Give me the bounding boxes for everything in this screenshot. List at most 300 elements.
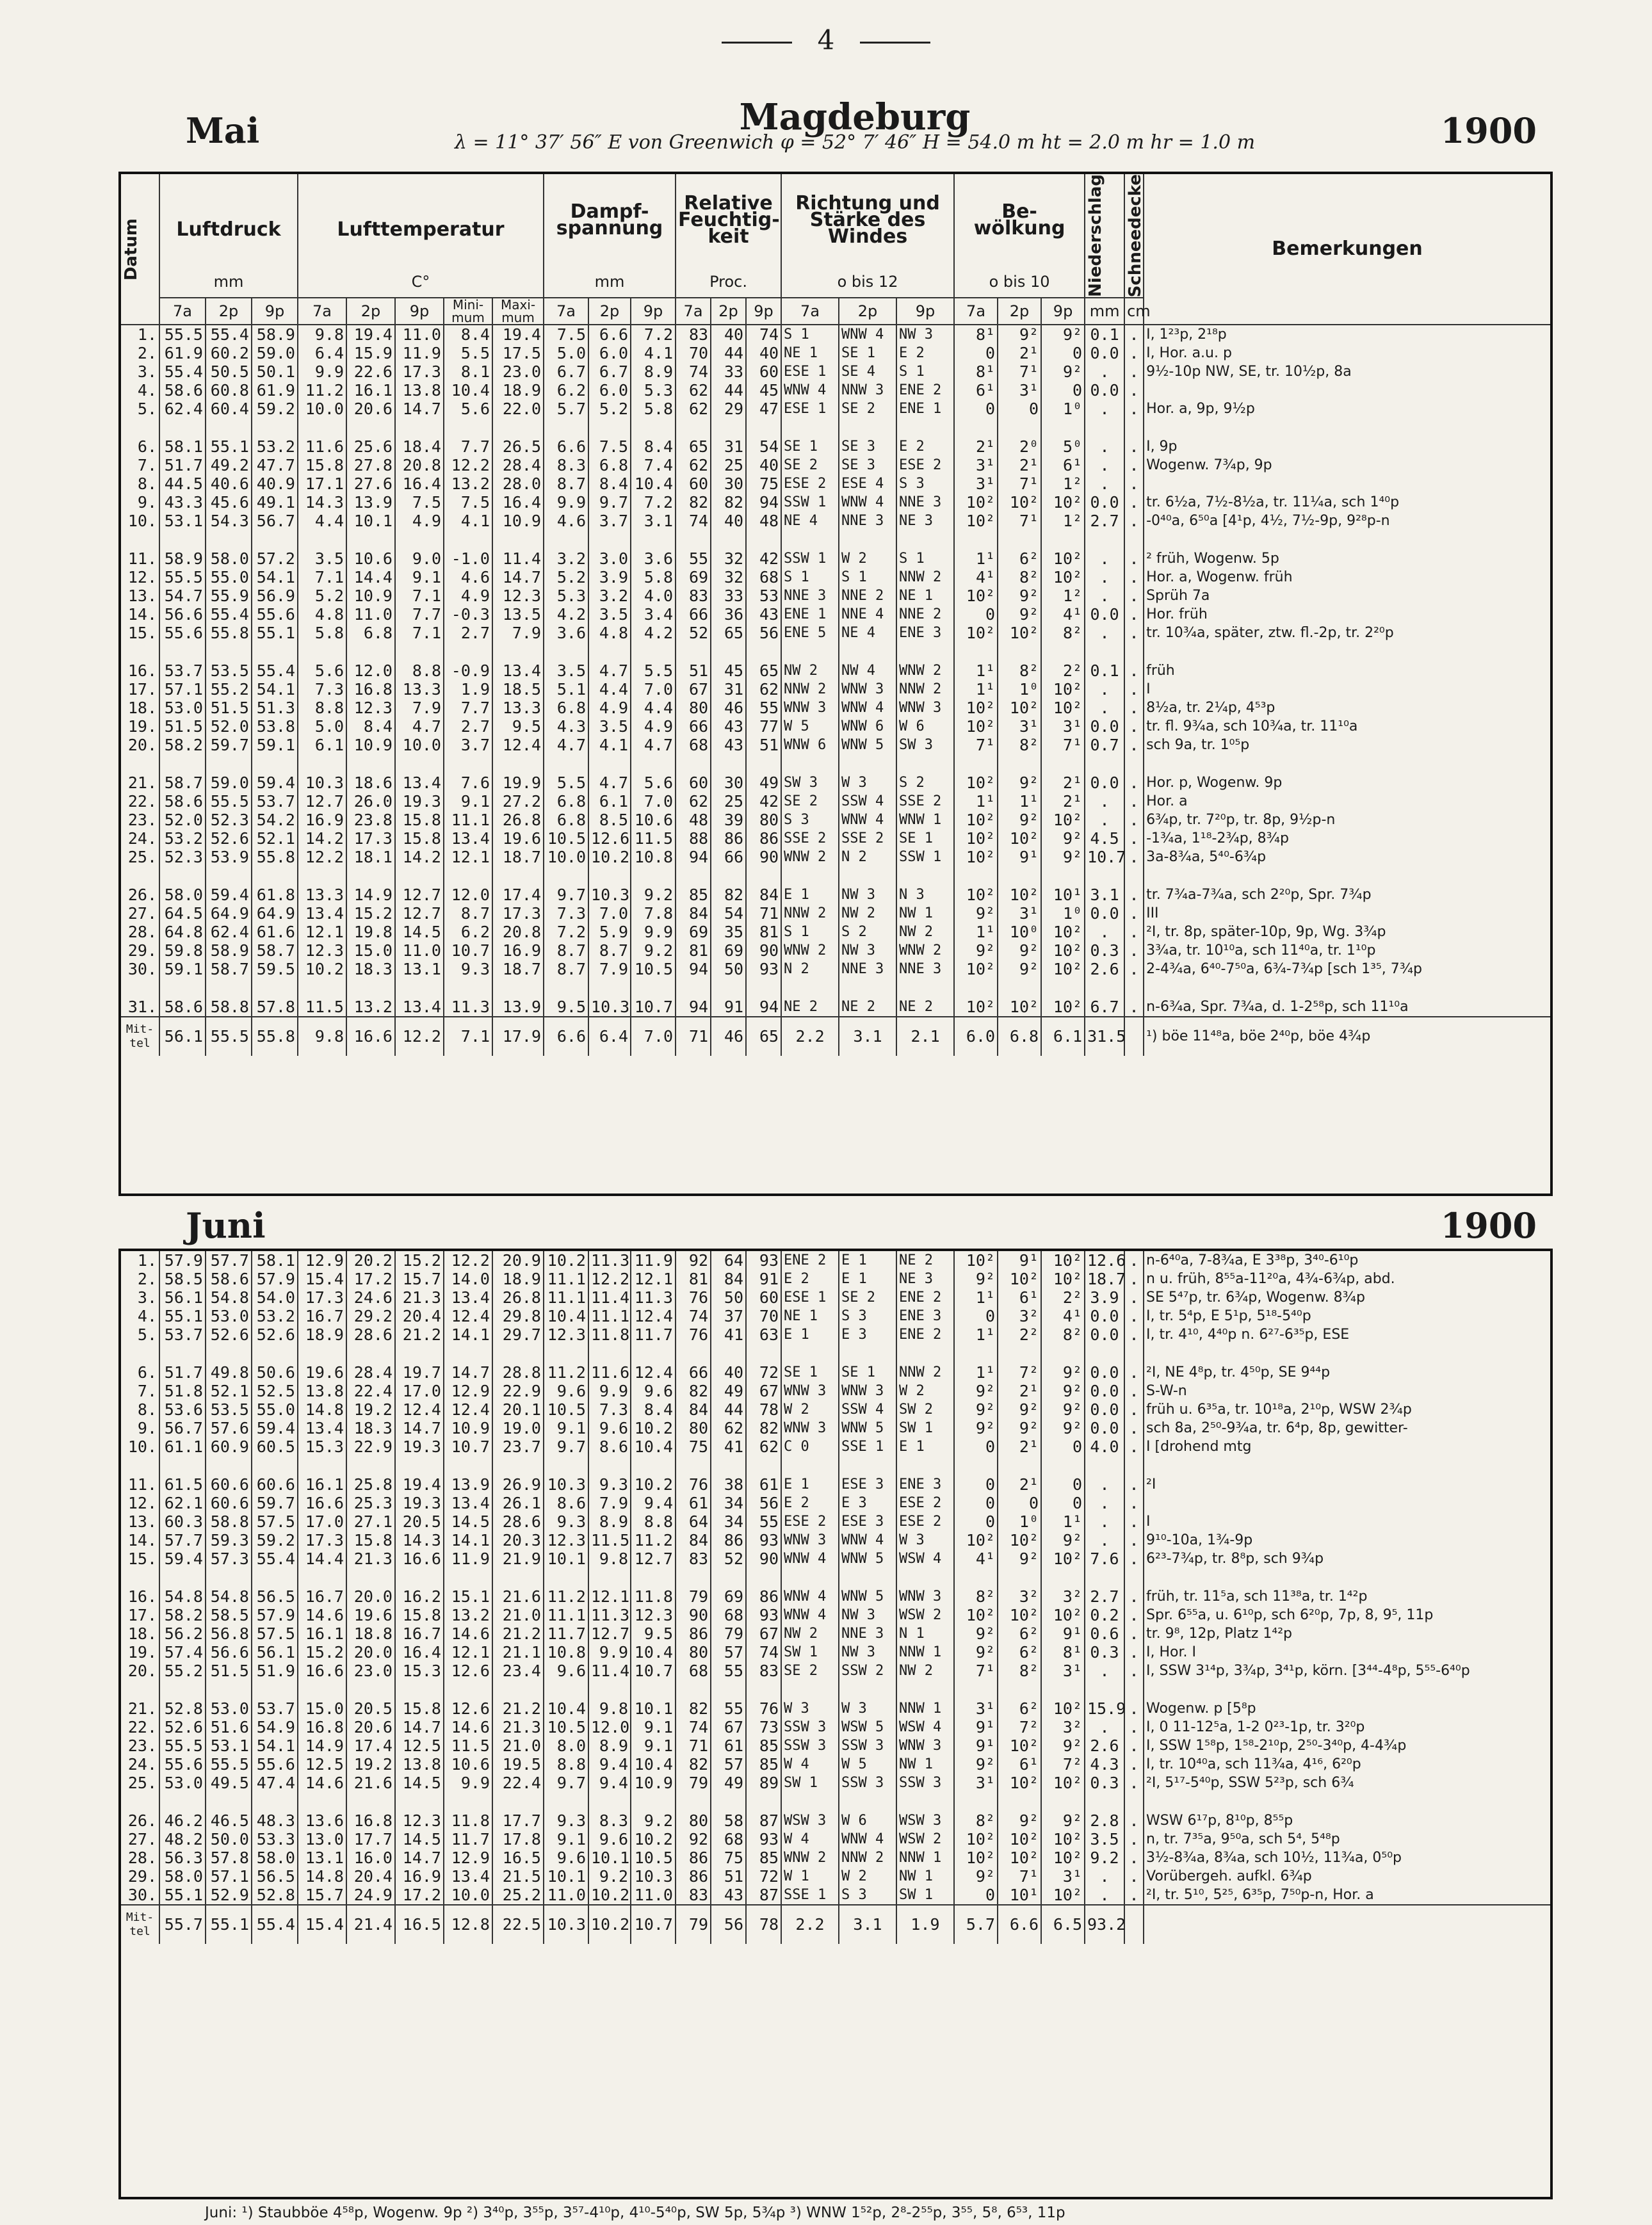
cell-remark	[1144, 381, 1550, 400]
cell-value: 93	[746, 960, 781, 978]
cell-value: 22.9	[346, 1437, 395, 1456]
cell-wind: SE 1	[781, 1363, 839, 1382]
cell-mean: 6.1	[1041, 1017, 1085, 1056]
cell-value: 6.6	[544, 437, 588, 456]
cell-value: 58.9	[206, 941, 252, 960]
cell-value: 11.8	[588, 1325, 631, 1344]
cell-value: 10.1	[544, 1549, 588, 1568]
cell-value: 9.4	[588, 1774, 631, 1792]
cell-value: 4.9	[588, 699, 631, 717]
cell-value: 85	[746, 1849, 781, 1867]
cell-value: 10.5	[631, 1849, 676, 1867]
cell-value: 10²	[954, 493, 998, 512]
cell-wind: SSW 1	[896, 848, 954, 866]
cell-date: 14.	[127, 1531, 157, 1549]
cell-value: 55.4	[159, 362, 206, 381]
cell-remark: 6²³-7¾p, tr. 8⁸p, sch 9¾p	[1144, 1549, 1550, 1568]
cell-wind: S 1	[781, 325, 839, 344]
cell-value: 17.4	[492, 886, 544, 904]
cell-value: 27.1	[346, 1512, 395, 1531]
table-row	[121, 1849, 1550, 1867]
cell-value: 1¹	[954, 661, 998, 680]
cell-date: 21.	[127, 1699, 157, 1718]
cell-date: 8.	[137, 1400, 157, 1419]
cell-mean: 7.1	[444, 1017, 492, 1056]
cell-value: 9.2	[588, 1867, 631, 1886]
cell-remark: -0⁴⁰a, 6⁵⁰a [4¹p, 4½, 7½-9p, 9²⁸p-n	[1144, 512, 1550, 530]
cell-value: 31	[711, 437, 746, 456]
cell-value: 10²	[998, 886, 1041, 904]
table-row	[121, 717, 1550, 736]
cell-wind: E 1	[781, 886, 839, 904]
cell-value: 9.1	[395, 568, 444, 587]
cell-value: 51.5	[206, 1662, 252, 1680]
cell-value: 4.9	[444, 587, 492, 605]
cell-value: 57	[711, 1643, 746, 1662]
cell-value: 10.2	[631, 1830, 676, 1849]
cell-remark: I, 0 11-12⁵a, 1-2 0²³-1p, tr. 3²⁰p	[1144, 1718, 1550, 1736]
table-row	[121, 773, 1550, 792]
cell-value: 8.4	[346, 717, 395, 736]
cell-wind: WNW 2	[781, 848, 839, 866]
cell-value: 51.8	[159, 1382, 206, 1400]
cell-value: 43	[711, 717, 746, 736]
cell-value: 10²	[954, 848, 998, 866]
cell-value: 10.9	[346, 587, 395, 605]
cell-value: 55	[711, 1662, 746, 1680]
cell-value: 0.1	[1085, 325, 1124, 344]
cell-value: 10²	[1041, 549, 1085, 568]
cell-wind: WNW 3	[896, 1587, 954, 1606]
cell-wind: WNW 4	[839, 325, 896, 344]
cell-wind: WNW 2	[896, 941, 954, 960]
cell-value: 53.0	[159, 1774, 206, 1792]
cell-wind: NW 2	[896, 923, 954, 941]
cell-value: 16.2	[395, 1587, 444, 1606]
cell-value: 80	[676, 699, 711, 717]
table-row	[121, 1531, 1550, 1549]
cell-value: 12.3	[298, 941, 346, 960]
cell-value: 12.4	[631, 1363, 676, 1382]
cell-value: 9.8	[298, 325, 346, 344]
cell-value: 58.8	[206, 1512, 252, 1531]
cell-value: 52.1	[206, 1382, 252, 1400]
cell-mean: 2.2	[781, 1017, 839, 1056]
cell-value: 31	[711, 680, 746, 699]
cell-value: 10²	[998, 1849, 1041, 1867]
may-rows	[121, 325, 1550, 1056]
cell-value: 4.6	[444, 568, 492, 587]
cell-value: 10²	[1041, 493, 1085, 512]
cell-value: 10²	[998, 1736, 1041, 1755]
cell-value: 5.6	[298, 661, 346, 680]
unit-wind: o bis 12	[781, 266, 954, 298]
cell-wind: WNW 4	[781, 1587, 839, 1606]
cell-value: 58.9	[252, 325, 298, 344]
cell-value: 33	[711, 362, 746, 381]
cell-value: 14.3	[298, 493, 346, 512]
cell-value: 10²	[1041, 1886, 1085, 1905]
cell-value: 8.7	[444, 904, 492, 923]
cell-value: .	[1085, 456, 1124, 474]
cell-value: 20.6	[346, 1718, 395, 1736]
cell-value: -1.0	[444, 549, 492, 568]
cell-remark: 3¾a, tr. 10¹⁰a, sch 11⁴⁰a, tr. 1¹⁰p	[1144, 941, 1550, 960]
cell-value: 28.8	[492, 1363, 544, 1382]
cell-value: 48.3	[252, 1811, 298, 1830]
cell-value: 58.8	[206, 998, 252, 1017]
cell-value: 21.5	[492, 1867, 544, 1886]
cell-wind: SW 2	[896, 1400, 954, 1419]
cell-value: 57.8	[252, 998, 298, 1017]
cell-value: 13.3	[492, 699, 544, 717]
cell-value: 4.3	[1085, 1755, 1124, 1774]
cell-value: 57.6	[206, 1419, 252, 1437]
cell-remark: tr. fl. 9¾a, sch 10¾a, tr. 11¹⁰a	[1144, 717, 1550, 736]
cell-mean: 16.6	[346, 1017, 395, 1056]
cell-value: 34	[711, 1512, 746, 1531]
cell-value: 80	[746, 811, 781, 829]
cell-value: 52.6	[252, 1325, 298, 1344]
cell-date: 26.	[127, 886, 157, 905]
cell-date: 5.	[137, 400, 157, 419]
cell-value: 10²	[1041, 998, 1085, 1017]
cell-wind: NNE 4	[839, 605, 896, 624]
cell-value: 16.6	[395, 1549, 444, 1568]
cell-value: 7.7	[444, 437, 492, 456]
cell-remark: tr. 6½a, 7½-8½a, tr. 11¼a, sch 1⁴⁰p	[1144, 493, 1550, 512]
cell-remark: 3½-8¾a, 8¾a, sch 10½, 11¾a, 0⁵⁰p	[1144, 1849, 1550, 1867]
cell-wind: SSW 3	[781, 1718, 839, 1736]
cell-value: 55.1	[252, 624, 298, 642]
cell-value: 10.2	[631, 1475, 676, 1494]
june-table	[121, 1251, 1550, 1944]
cell-value: .	[1085, 1475, 1124, 1494]
cell-value: 10²	[998, 493, 1041, 512]
cell-value: 16.1	[346, 381, 395, 400]
cell-value: 8.6	[544, 1494, 588, 1512]
cell-wind: WNW 1	[896, 811, 954, 829]
cell-value: 0.7	[1085, 736, 1124, 754]
cell-wind: C 0	[781, 1437, 839, 1456]
cell-value: 8.4	[444, 325, 492, 344]
cell-value: 44	[711, 1400, 746, 1419]
cell-value: 61.1	[159, 1437, 206, 1456]
cell-value: 8²	[1041, 624, 1085, 642]
table-row	[121, 923, 1550, 941]
cell-value: 8.7	[544, 960, 588, 978]
cell-value: 58.0	[252, 1849, 298, 1867]
cell-value: 10.2	[631, 1419, 676, 1437]
cell-date: 1.	[137, 1251, 157, 1270]
cell-value: 1.9	[444, 680, 492, 699]
cell-value: 0	[954, 1437, 998, 1456]
cell-value: 53.1	[159, 512, 206, 530]
cell-value: 8²	[998, 661, 1041, 680]
cell-value: 21.3	[492, 1718, 544, 1736]
cell-value: 10.7	[1085, 848, 1124, 866]
cell-value: 18.8	[346, 1624, 395, 1643]
cell-value: .	[1124, 1531, 1144, 1549]
cell-value: 8²	[998, 568, 1041, 587]
cell-value: 76	[746, 1699, 781, 1718]
sub-7a: 7a	[781, 298, 839, 325]
cell-value: 13.2	[444, 474, 492, 493]
cell-value: 58.2	[159, 1606, 206, 1624]
cell-wind: ESE 2	[896, 456, 954, 474]
mean-label: Mit-tel	[121, 1905, 159, 1944]
cell-value: 16.1	[298, 1475, 346, 1494]
cell-value: 13.3	[298, 886, 346, 904]
cell-value: 58.0	[159, 1867, 206, 1886]
cell-value: 77	[746, 717, 781, 736]
col-bewoelkung: Be-wölkung	[954, 174, 1085, 266]
cell-value: .	[1085, 474, 1124, 493]
cell-value: 25.3	[346, 1494, 395, 1512]
cell-value: 6¹	[954, 381, 998, 400]
cell-value: 56.3	[159, 1849, 206, 1867]
cell-value: 53.7	[159, 661, 206, 680]
cell-value: 58.2	[159, 736, 206, 754]
table-row	[121, 904, 1550, 923]
cell-value: 52.0	[159, 811, 206, 829]
cell-value: 47.7	[252, 456, 298, 474]
cell-value: 7¹	[998, 512, 1041, 530]
table-row	[121, 1363, 1550, 1382]
cell-value: 9²	[1041, 1531, 1085, 1549]
table-row	[121, 1662, 1550, 1680]
cell-value: 9.9	[444, 1774, 492, 1792]
cell-value: 14.5	[444, 1512, 492, 1531]
cell-remark	[1144, 1494, 1550, 1512]
cell-value: 7¹	[954, 1662, 998, 1680]
cell-value: 10.2	[588, 848, 631, 866]
cell-wind: SE 1	[839, 1363, 896, 1382]
cell-value: 21.6	[492, 1587, 544, 1606]
cell-wind: S 1	[839, 568, 896, 587]
cell-value: 10.6	[346, 549, 395, 568]
cell-mean: 6.4	[588, 1017, 631, 1056]
cell-value: 8.3	[544, 456, 588, 474]
cell-value: 14.6	[444, 1624, 492, 1643]
cell-value: 59.4	[252, 1419, 298, 1437]
sub-2p: 2p	[839, 298, 896, 325]
cell-mean: 6.5	[1041, 1905, 1085, 1944]
cell-value: 8.8	[298, 699, 346, 717]
cell-value: 10²	[998, 1774, 1041, 1792]
cell-wind: E 2	[781, 1270, 839, 1288]
cell-value: 15.9	[1085, 1699, 1124, 1718]
cell-date: 8.	[137, 474, 157, 494]
cell-value: 23.8	[346, 811, 395, 829]
cell-value: 10²	[1041, 1251, 1085, 1270]
cell-value: 18.1	[346, 848, 395, 866]
cell-value: 0	[954, 344, 998, 362]
cell-value: 12.0	[444, 886, 492, 904]
cell-mean: 22.5	[492, 1905, 544, 1944]
cell-value: 82	[676, 1699, 711, 1718]
cell-value: .	[1124, 1811, 1144, 1830]
cell-date: 25.	[127, 848, 157, 867]
cell-value: .	[1124, 362, 1144, 381]
cell-value: 11.3	[588, 1251, 631, 1270]
cell-wind: NNW 2	[781, 680, 839, 699]
cell-value: 58.0	[159, 886, 206, 904]
cell-value: 81	[676, 941, 711, 960]
cell-value: 39	[711, 811, 746, 829]
cell-wind: NNW 2	[896, 568, 954, 587]
cell-wind: SSE 2	[839, 829, 896, 848]
cell-value: 10²	[1041, 568, 1085, 587]
table-row	[121, 1382, 1550, 1400]
cell-value: 9²	[954, 1643, 998, 1662]
cell-date: 13.	[127, 587, 157, 606]
cell-value: .	[1124, 587, 1144, 605]
cell-value: 20.4	[395, 1307, 444, 1325]
cell-value: .	[1124, 1512, 1144, 1531]
cell-value: 70	[746, 1307, 781, 1325]
cell-value: 40	[746, 456, 781, 474]
sub-9p: 9p	[896, 298, 954, 325]
cell-value: 10.9	[346, 736, 395, 754]
cell-value: 10.7	[631, 1662, 676, 1680]
cell-value: 13.4	[298, 904, 346, 923]
cell-wind: WNW 5	[839, 1587, 896, 1606]
cell-date: 13.	[127, 1512, 157, 1531]
cell-value: 50.6	[252, 1363, 298, 1382]
cell-value: 4.8	[588, 624, 631, 642]
cell-value: 15.9	[346, 344, 395, 362]
cell-mean: 5.7	[954, 1905, 998, 1944]
cell-value: 55	[746, 1512, 781, 1531]
cell-value: 67	[746, 1624, 781, 1643]
cell-value: 9.1	[544, 1419, 588, 1437]
cell-value: 9²	[1041, 1400, 1085, 1419]
cell-value: 20.6	[346, 400, 395, 418]
cell-wind: NW 3	[839, 886, 896, 904]
cell-value: 62	[746, 1437, 781, 1456]
cell-value: 74	[746, 325, 781, 344]
cell-wind: WNW 4	[839, 1531, 896, 1549]
cell-mean: 65	[746, 1017, 781, 1056]
cell-value: 9¹	[954, 1736, 998, 1755]
cell-value: 82	[711, 886, 746, 904]
cell-mean: 7.0	[631, 1017, 676, 1056]
table-row	[121, 1774, 1550, 1792]
cell-value: 13.4	[298, 1419, 346, 1437]
cell-mean: 71	[676, 1017, 711, 1056]
cell-wind: ESE 3	[839, 1512, 896, 1531]
sub-2p: 2p	[346, 298, 395, 325]
cell-wind: SW 1	[781, 1643, 839, 1662]
cell-wind: W 5	[781, 717, 839, 736]
cell-value: .	[1085, 699, 1124, 717]
cell-value: 28.6	[492, 1512, 544, 1531]
cell-value: 1²	[1041, 512, 1085, 530]
cell-value: 3.5	[298, 549, 346, 568]
cell-value: 5.8	[631, 568, 676, 587]
cell-mean: 3.1	[839, 1017, 896, 1056]
sub-9p: 9p	[1041, 298, 1085, 325]
cell-value: 17.3	[298, 1288, 346, 1307]
cell-value: 51	[746, 736, 781, 754]
cell-remark: sch 9a, tr. 1⁰⁵p	[1144, 736, 1550, 754]
cell-value: 10.7	[631, 998, 676, 1017]
cell-value: 68	[746, 568, 781, 587]
cell-value: 7.9	[395, 699, 444, 717]
cell-value: 8.9	[631, 362, 676, 381]
cell-wind: ESE 1	[781, 362, 839, 381]
cell-value: 86	[711, 829, 746, 848]
cell-value: 86	[711, 1531, 746, 1549]
cell-value: 9.3	[444, 960, 492, 978]
cell-value: 9.7	[544, 886, 588, 904]
cell-value: 48	[676, 811, 711, 829]
cell-value: 10.1	[588, 1849, 631, 1867]
cell-value: 27.2	[492, 792, 544, 811]
cell-value: 14.6	[298, 1606, 346, 1624]
cell-remark: ²I, tr. 8p, später-10p, 9p, Wg. 3¾p	[1144, 923, 1550, 941]
cell-value: 2.7	[1085, 512, 1124, 530]
table-row	[121, 474, 1550, 493]
cell-value: 10²	[998, 829, 1041, 848]
cell-remark: Hor. früh	[1144, 605, 1550, 624]
cell-wind: NNW 2	[896, 1363, 954, 1382]
cell-value: .	[1124, 1382, 1144, 1400]
cell-value: 1¹	[954, 549, 998, 568]
cell-value: 0.3	[1085, 1643, 1124, 1662]
cell-value: 10²	[998, 998, 1041, 1017]
cell-value: 67	[711, 1718, 746, 1736]
cell-value: 13.4	[395, 998, 444, 1017]
cell-value: 11.3	[631, 1288, 676, 1307]
cell-value: 17.5	[492, 344, 544, 362]
cell-value: 76	[676, 1475, 711, 1494]
cell-value: 18.3	[346, 960, 395, 978]
cell-value: 11.9	[444, 1549, 492, 1568]
cell-value: 16.8	[346, 1811, 395, 1830]
cell-date: 25.	[127, 1774, 157, 1792]
cell-value: 8²	[954, 1811, 998, 1830]
cell-value: 3.1	[631, 512, 676, 530]
cell-wind: NE 4	[839, 624, 896, 642]
cell-value: 53.0	[206, 1307, 252, 1325]
cell-mean: ¹) böe 11⁴⁸a, böe 2⁴⁰p, böe 4¾p	[1144, 1017, 1550, 1056]
cell-value: .	[1085, 811, 1124, 829]
cell-remark: Wogenw. 7¾p, 9p	[1144, 456, 1550, 474]
cell-value: 56.9	[252, 587, 298, 605]
cell-mean: 10.7	[631, 1905, 676, 1944]
cell-wind: WNW 2	[896, 661, 954, 680]
cell-value: 94	[746, 998, 781, 1017]
cell-value: 94	[746, 493, 781, 512]
cell-wind: SE 1	[839, 344, 896, 362]
table-row	[121, 344, 1550, 362]
cell-value: 2.8	[1085, 1811, 1124, 1830]
cell-value: 80	[676, 1811, 711, 1830]
cell-remark: Spr. 6⁵⁵a, u. 6¹⁰p, sch 6²⁰p, 7p, 8, 9⁵, 11p	[1144, 1606, 1550, 1624]
cell-value: 59.4	[206, 886, 252, 904]
cell-value: 60	[746, 1288, 781, 1307]
cell-value: 15.8	[395, 1699, 444, 1718]
cell-value: 52.1	[252, 829, 298, 848]
cell-value: 55.6	[252, 605, 298, 624]
cell-value: 60	[676, 474, 711, 493]
table-row	[121, 1251, 1550, 1270]
cell-value: 55.6	[159, 1755, 206, 1774]
cell-value: 94	[676, 998, 711, 1017]
cell-mean: 46	[711, 1017, 746, 1056]
